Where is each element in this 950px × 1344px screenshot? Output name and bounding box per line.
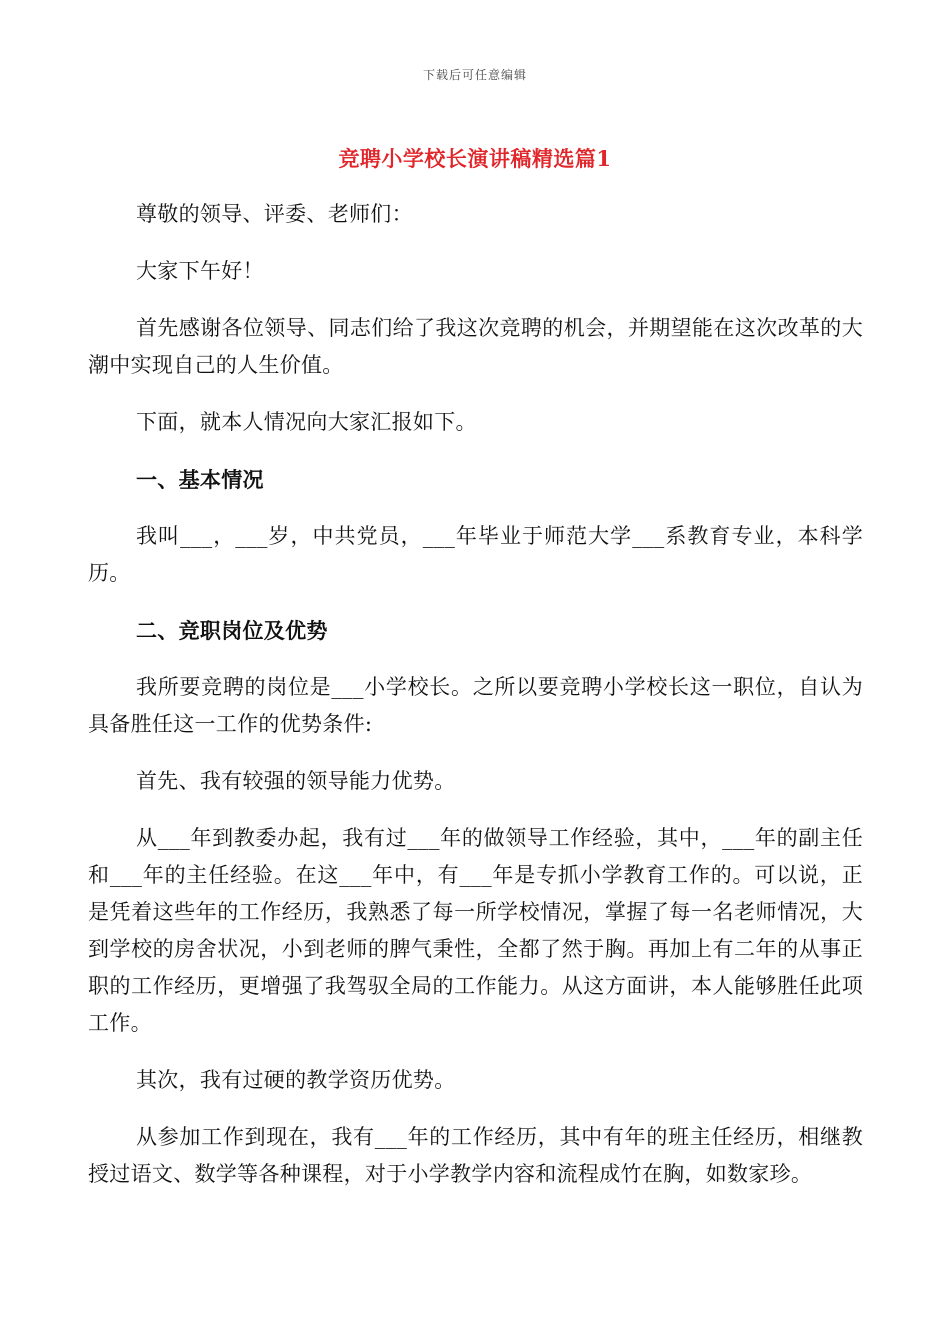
- intro-paragraph: 首先感谢各位领导、同志们给了我这次竞聘的机会，并期望能在这次改革的大潮中实现自己的人生价值。: [88, 316, 863, 377]
- document-body: [88, 196, 863, 1213]
- position-paragraph: 我所要竞聘的岗位是___小学校长。之所以要竞聘小学校长这一职位，自认为具备胜任这一工作的优势条件:: [88, 675, 863, 736]
- basic-info-paragraph: 我叫___，___岁，中共党员，___年毕业于师范大学___系教育专业，本科学历。: [88, 524, 863, 585]
- advantage-one: 首先、我有较强的领导能力优势。: [136, 769, 456, 793]
- section-heading-basic: 一、基本情况: [136, 467, 264, 492]
- section-heading-position: 二、竞职岗位及优势: [136, 618, 328, 643]
- salutation: 尊敬的领导、评委、老师们：: [136, 202, 413, 226]
- document-title: 竞聘小学校长演讲稿精选篇1: [338, 146, 612, 171]
- teaching-paragraph: 从参加工作到现在，我有___年的工作经历，其中有年的班主任经历，相继教授过语文、数学等各种课程，对于小学教学内容和流程成竹在胸，如数家珍。: [88, 1125, 863, 1186]
- advantage-two: 其次，我有过硬的教学资历优势。: [136, 1068, 456, 1092]
- header-note: 下载后可任意编辑: [422, 68, 527, 82]
- report-intro: 下面，就本人情况向大家汇报如下。: [136, 410, 477, 434]
- greeting: 大家下午好！: [136, 259, 264, 283]
- leadership-paragraph: 从___年到教委办起，我有过___年的做领导工作经验，其中，___年的副主任和___年的主任经验。在这___年中，有___年是专抓小学教育工作的。可以说，正是凭着这些年的工作经历，我熟悉了每一所学校情况，掌握了每一名老师情况，大到学校的房舍状况，小到老师的脾气秉性，全都了然于胸。再加上有二年的从事正职的工作经历，更增强了我驾驭全局的工作能力。从这方面讲，本人能够胜任此项工作。: [88, 826, 863, 1035]
